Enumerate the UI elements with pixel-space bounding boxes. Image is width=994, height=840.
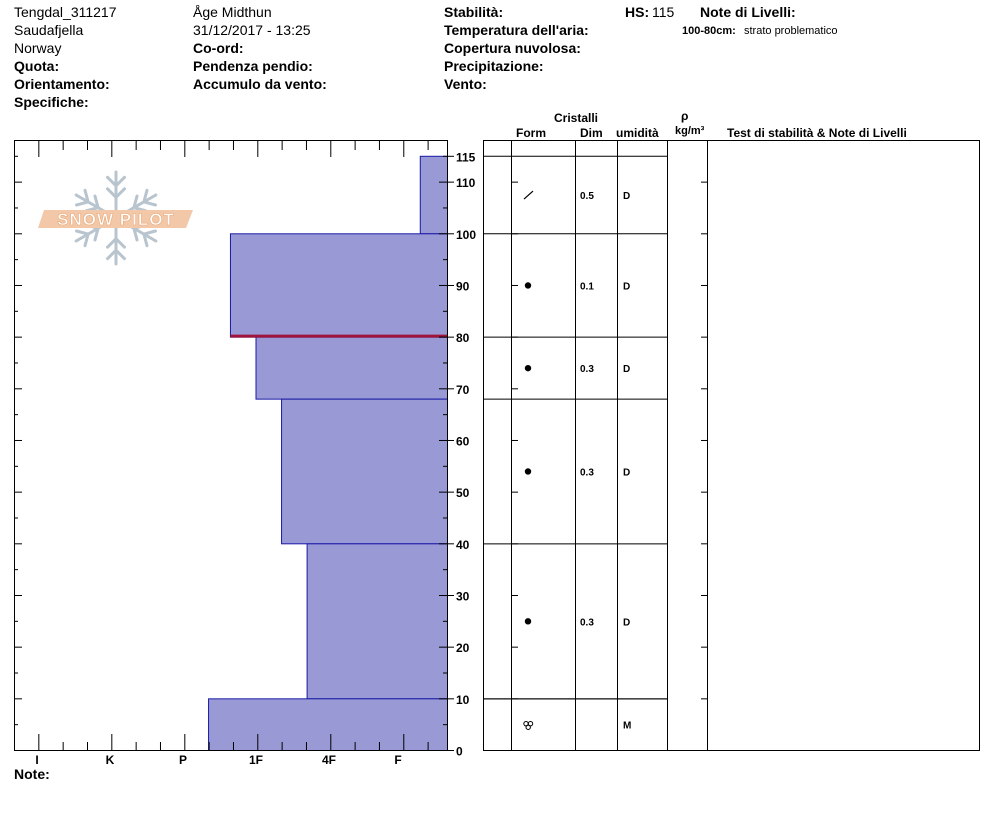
table-frame — [484, 141, 980, 751]
hardness-bar-4 — [307, 544, 447, 699]
hs-value: 115 — [652, 4, 675, 20]
hardness-label-F: F — [394, 753, 402, 767]
height-label-90: 90 — [456, 279, 470, 294]
specifiche-label: Specifiche: — [14, 94, 89, 110]
country: Norway — [14, 40, 62, 56]
datetime: 31/12/2017 - 13:25 — [193, 22, 311, 38]
height-label-20: 20 — [456, 641, 470, 656]
hardness-bars — [209, 156, 448, 750]
height-label-80: 80 — [456, 331, 470, 346]
height-label-115: 115 — [456, 150, 476, 165]
height-labels — [448, 150, 477, 758]
hardness-bar-3 — [282, 399, 448, 544]
moisture-1: D — [623, 281, 631, 293]
form-header: Form — [516, 126, 546, 140]
height-label-110: 110 — [456, 176, 476, 191]
temperatura-label: Temperatura dell'aria: — [444, 22, 589, 38]
grain-size-1: 0.1 — [580, 281, 594, 293]
height-label-60: 60 — [456, 434, 470, 449]
layer-note-key: 100-80cm: — [682, 25, 736, 37]
hardness-label-1F: 1F — [248, 753, 264, 767]
accumulo-label: Accumulo da vento: — [193, 76, 327, 92]
hardness-labels — [35, 753, 401, 767]
logo-text: SNOW PILOT — [57, 210, 175, 229]
height-label-10: 10 — [456, 692, 470, 707]
rounded-grain-icon — [525, 468, 531, 474]
orientamento-label: Orientamento: — [14, 76, 110, 92]
hardness-label-K: K — [105, 753, 115, 767]
height-label-0: 0 — [456, 744, 463, 759]
dim-header: Dim — [580, 126, 603, 140]
hardness-label-I: I — [35, 753, 39, 767]
moisture-4: D — [623, 617, 631, 629]
hardness-bar-5 — [209, 699, 448, 751]
hardness-label-P: P — [178, 753, 188, 767]
grain-size-4: 0.3 — [580, 617, 594, 629]
moisture-5: M — [623, 720, 632, 732]
hardness-bar-1 — [230, 234, 447, 337]
rounded-grain-icon — [525, 365, 531, 371]
stabilita-label: Stabilità: — [444, 4, 504, 20]
region: Saudafjella — [14, 22, 84, 38]
hs-label: HS: — [625, 4, 650, 20]
moisture-2: D — [623, 364, 631, 376]
pendenza-label: Pendenza pendio: — [193, 58, 313, 74]
observer: Åge Midthun — [193, 4, 272, 20]
moisture-3: D — [623, 467, 631, 479]
hardness-bar-2 — [256, 337, 448, 399]
tests-header: Test di stabilità & Note di Livelli — [727, 126, 907, 140]
umidita-header: umidità — [616, 126, 659, 140]
height-label-40: 40 — [456, 537, 470, 552]
snowpilot-logo — [38, 172, 193, 264]
coord-label: Co-ord: — [193, 40, 244, 56]
rounded-grain-icon — [525, 282, 531, 288]
vento-label: Vento: — [444, 76, 487, 92]
height-label-70: 70 — [456, 382, 470, 397]
grain-size-2: 0.3 — [580, 364, 594, 376]
height-label-30: 30 — [456, 589, 470, 604]
copertura-label: Copertura nuvolosa: — [444, 40, 581, 56]
height-label-50: 50 — [456, 486, 470, 501]
density-unit-header: kg/m³ — [675, 125, 705, 137]
rho-header: ρ — [681, 109, 689, 123]
footer-note-label: Note: — [14, 766, 50, 782]
grain-size-3: 0.3 — [580, 467, 594, 479]
decomposing-grain-icon — [524, 191, 533, 199]
melt-freeze-icon — [524, 721, 533, 729]
hardness-label-4F: 4F — [321, 753, 337, 767]
rounded-grain-icon — [525, 618, 531, 624]
precipitazione-label: Precipitazione: — [444, 58, 544, 74]
quota-label: Quota: — [14, 58, 60, 74]
grain-size-0: 0.5 — [580, 191, 594, 203]
hardness-bar-0 — [420, 156, 447, 234]
cristalli-header: Cristalli — [554, 111, 599, 125]
moisture-0: D — [623, 191, 631, 203]
layer-table-cells — [524, 191, 632, 732]
site-name: Tengdal_311217 — [14, 4, 117, 20]
layer-table — [484, 141, 980, 751]
layer-note-text: strato problematico — [744, 25, 838, 37]
height-label-100: 100 — [456, 227, 477, 242]
note-livelli-label: Note di Livelli: — [700, 4, 796, 20]
